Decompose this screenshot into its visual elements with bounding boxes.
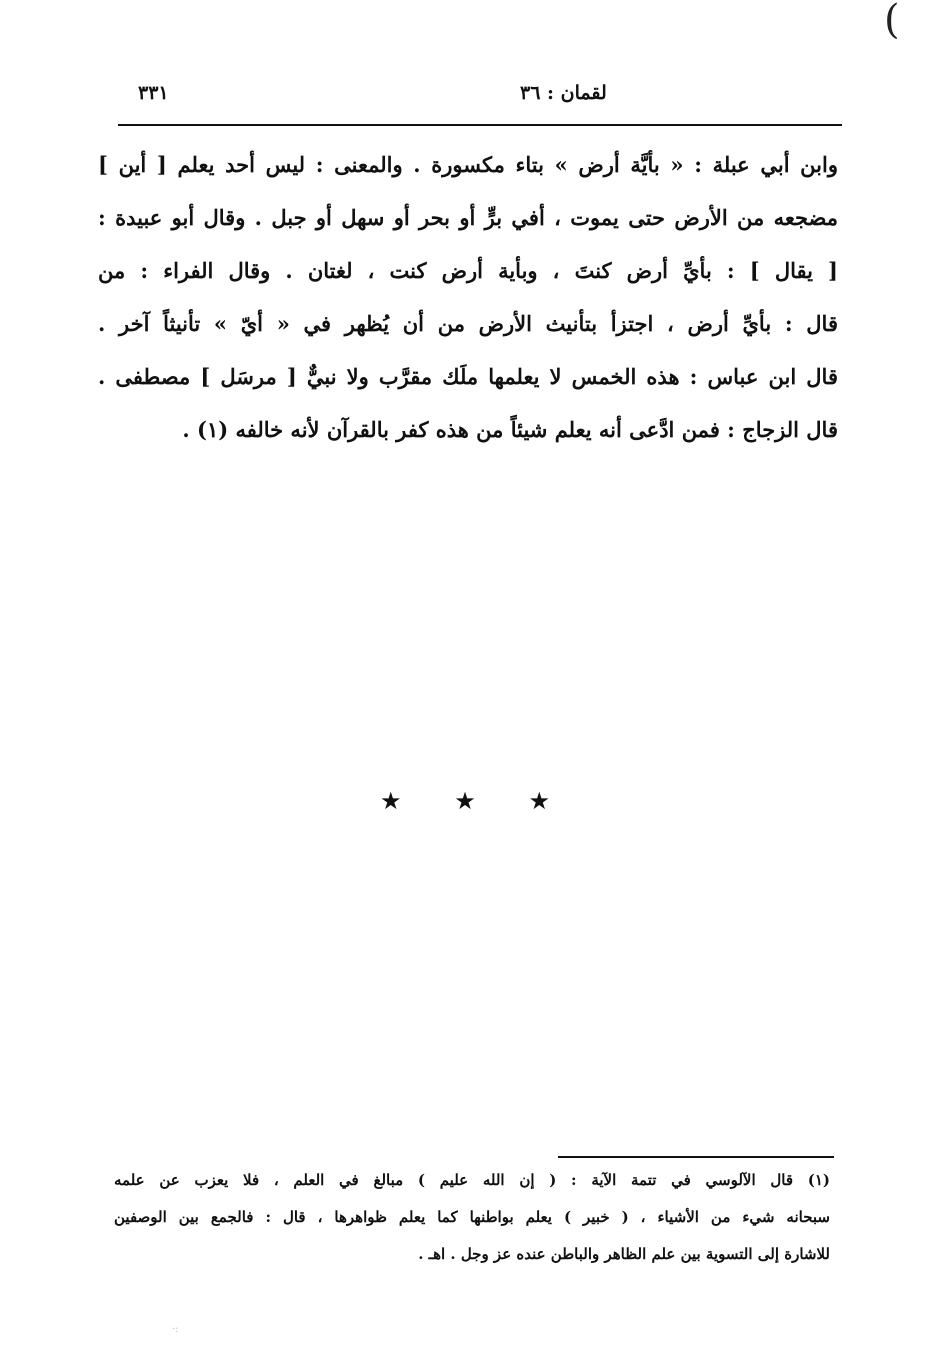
page-number: ٣٣١ bbox=[138, 82, 169, 104]
body-text bbox=[98, 138, 838, 456]
body-line: مضجعه من الأرض حتى يموت ، أفي برٍّ أو بحر أو سهل أو جبل . وقال أبو عبيدة : bbox=[98, 205, 838, 230]
body-line: [ يقال ] : بأيِّ أرض كنتَ ، وبأية أرض كنت ، لغتان . وقال الفراء : من bbox=[98, 258, 838, 283]
body-line: وابن أبي عبلة : « بأيَّة أرض » بتاء مكسورة . والمعنى : ليس أحد يعلم [ أين ] bbox=[98, 152, 838, 177]
body-line: قال الزجاج : فمن ادَّعى أنه يعلم شيئاً من هذه كفر بالقرآن لأنه خالفه (١) . bbox=[182, 417, 838, 442]
footnote-rule bbox=[558, 1156, 834, 1158]
scan-speck: ·: bbox=[172, 1324, 179, 1335]
star-icon: ★ bbox=[528, 787, 550, 815]
footnote-line: (١) قال الآلوسي في تتمة الآية : ( إن الله عليم ) مبالغ في العلم ، فلا يعزب عن علمه bbox=[114, 1171, 830, 1189]
margin-parenthesis-mark: ( bbox=[884, 0, 900, 43]
footnote-line: للاشارة إلى التسوية بين علم الظاهر والباطن عنده عز وجل . اهـ . bbox=[418, 1245, 830, 1263]
footnote bbox=[114, 1162, 830, 1273]
header-rule bbox=[118, 124, 842, 126]
body-line: قال ابن عباس : هذه الخمس لا يعلمها ملَك مقرَّب ولا نبيٌّ [ مرسَل ] مصطفى . bbox=[98, 364, 838, 389]
section-separator bbox=[380, 786, 550, 816]
star-icon: ★ bbox=[454, 787, 476, 815]
body-line: قال : بأيِّ أرض ، اجتزأ بتأنيث الأرض من أن يُظهر في « أيّ » تأنيثاً آخر . bbox=[98, 311, 838, 336]
page-header bbox=[120, 82, 840, 116]
footnote-line: سبحانه شيء من الأشياء ، ( خبير ) يعلم بواطنها كما يعلم ظواهرها ، قال : فالجمع بين الوصفين bbox=[114, 1208, 830, 1226]
star-icon: ★ bbox=[380, 787, 402, 815]
running-title: لقمان : ٣٦ bbox=[520, 82, 607, 104]
